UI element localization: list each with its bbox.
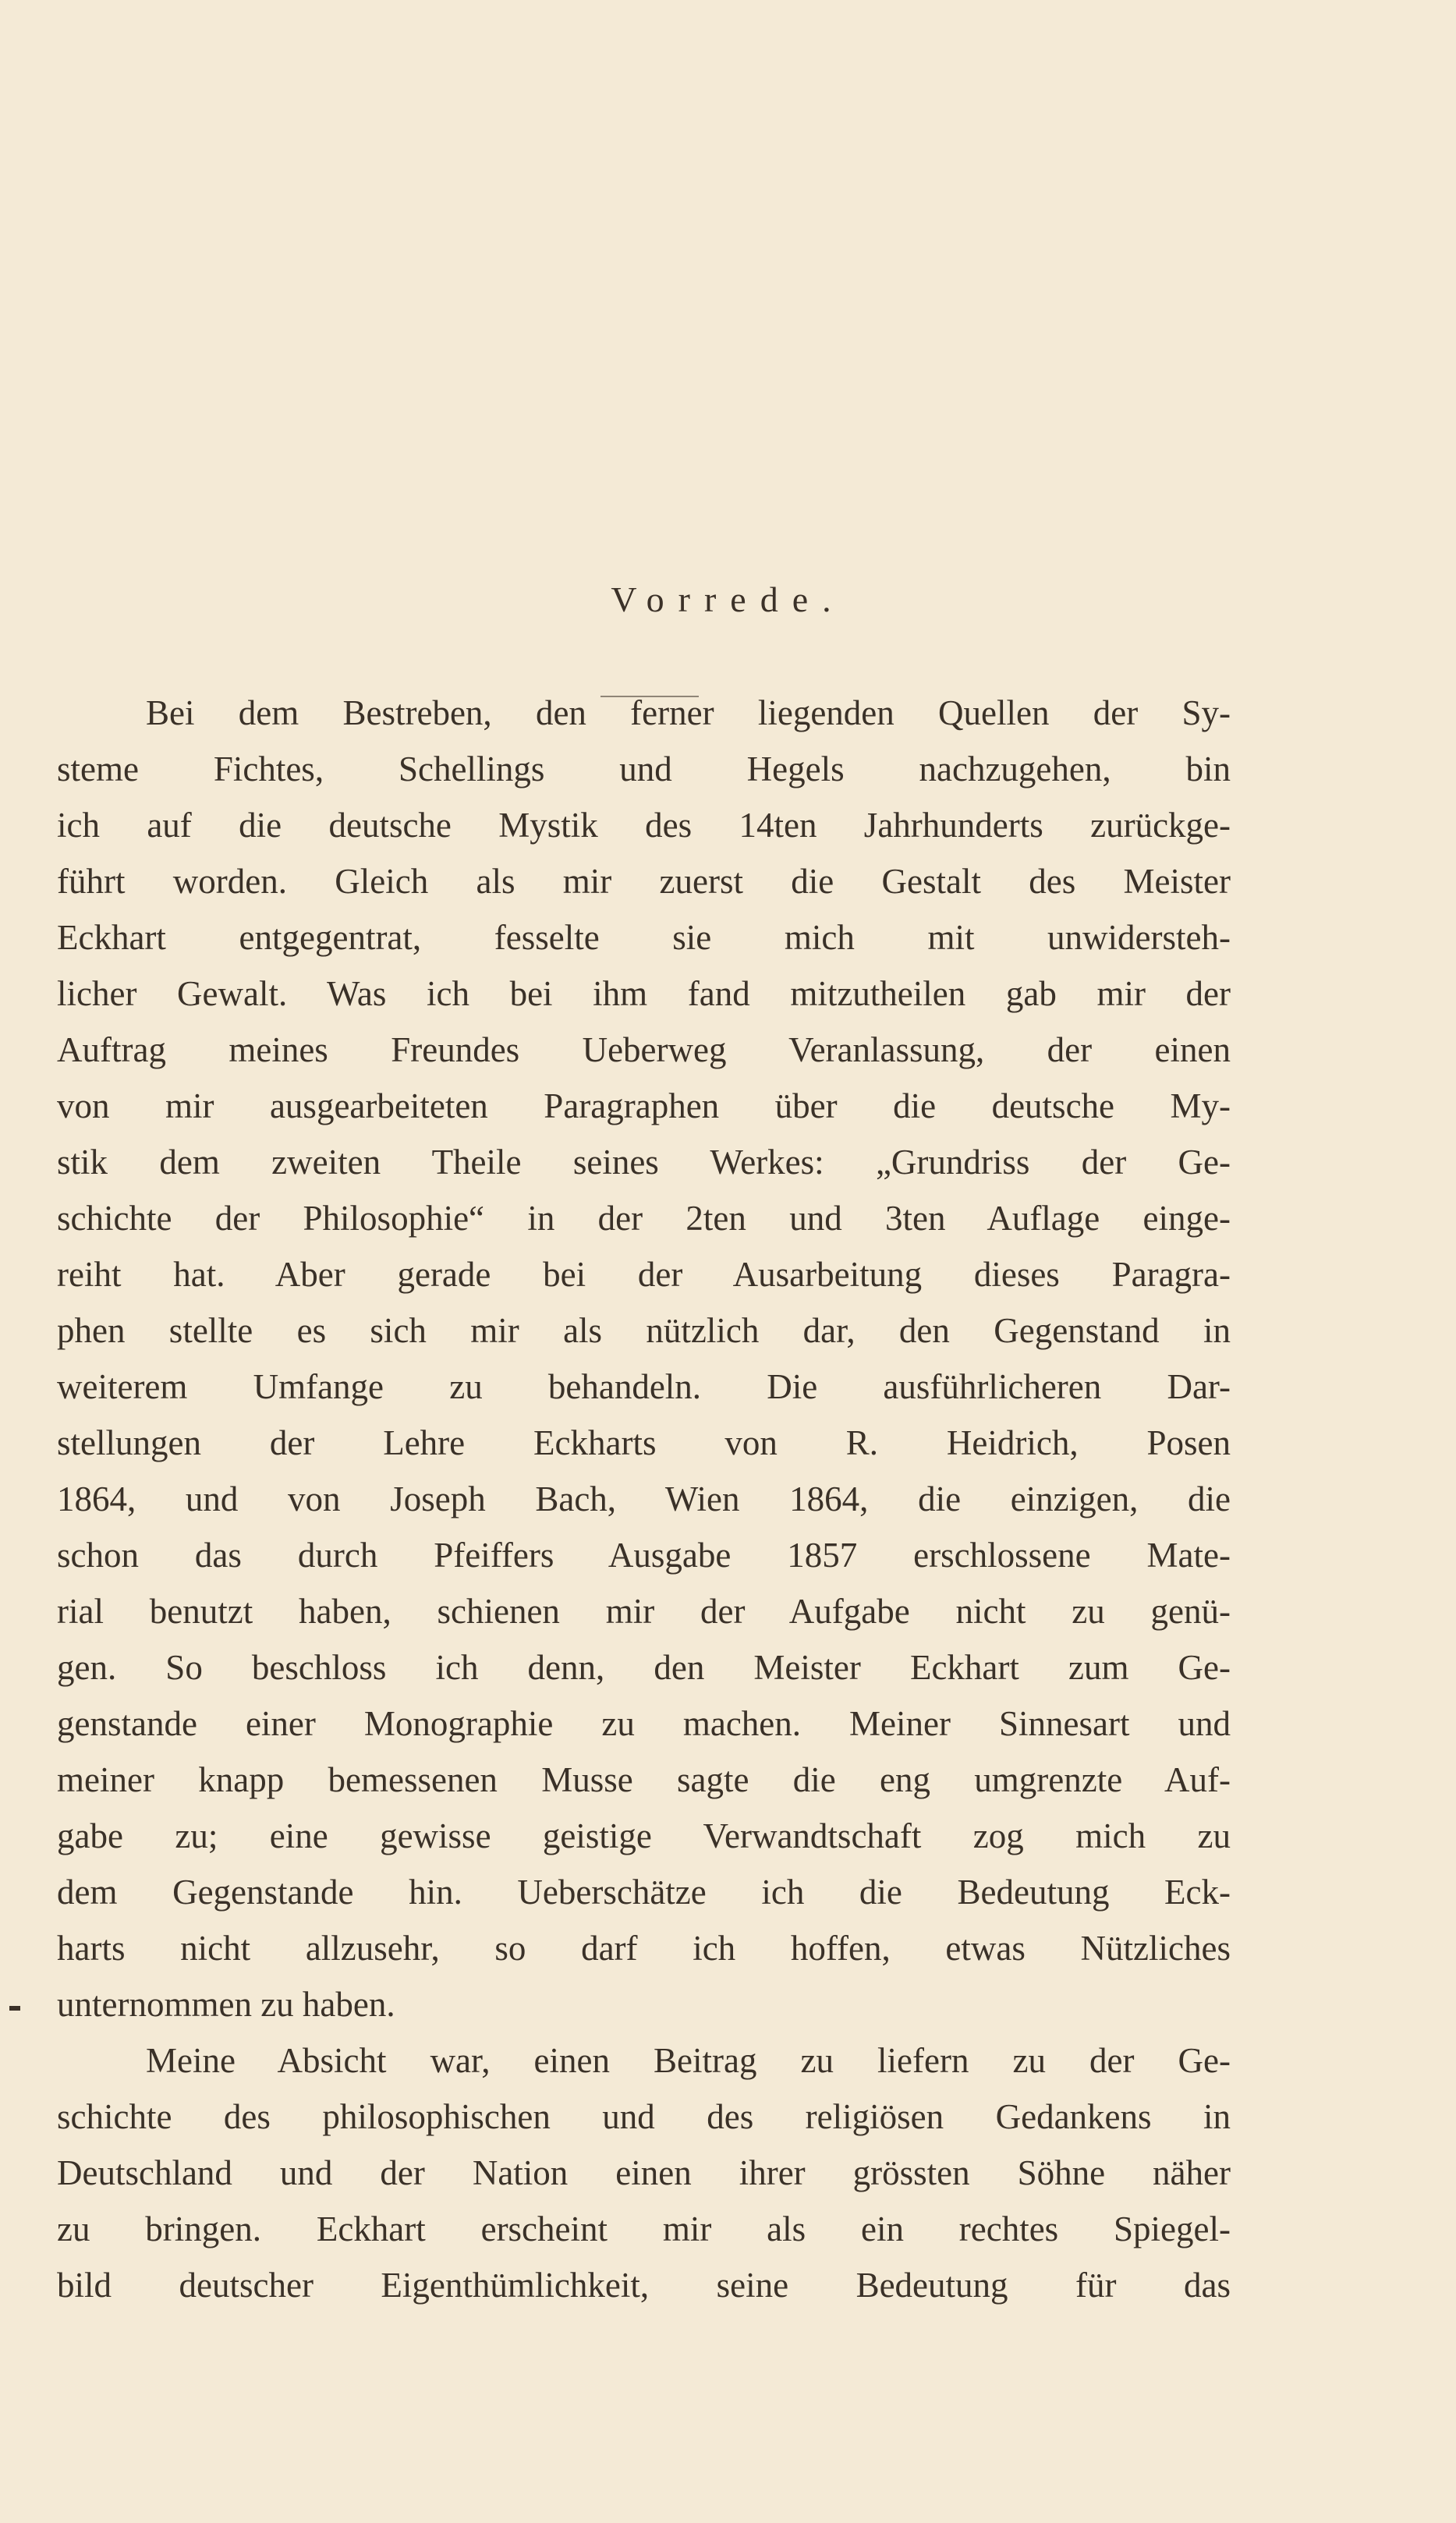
text-line: von mir ausgearbeiteten Paragraphen über die deutsche My- (57, 1086, 1231, 1125)
text-line: stik dem zweiten Theile seines Werkes: „Grundriss der Ge- (57, 1143, 1231, 1182)
text-line: weiterem Umfange zu behandeln. Die ausführlicheren Dar- (57, 1367, 1231, 1406)
text-line: genstande einer Monographie zu machen. Meiner Sinnesart und (57, 1704, 1231, 1743)
text-line: phen stellte es sich mir als nützlich dar, den Gegenstand in (57, 1311, 1231, 1350)
text-line: zu bringen. Eckhart erscheint mir als ein rechtes Spiegel- (57, 2209, 1231, 2248)
text-line: schichte der Philosophie“ in der 2ten und 3ten Auflage einge- (57, 1199, 1231, 1238)
text-line: schichte des philosophischen und des religiösen Gedankens in (57, 2097, 1231, 2136)
margin-mark (9, 2006, 20, 2011)
text-line: harts nicht allzusehr, so darf ich hoffen, etwas Nützliches (57, 1929, 1231, 1968)
text-line: Meine Absicht war, einen Beitrag zu liefern zu der Ge- (146, 2041, 1231, 2080)
text-line: bild deutscher Eigenthümlichkeit, seine Bedeutung für das (57, 2266, 1231, 2305)
text-line: gen. So beschloss ich denn, den Meister Eckhart zum Ge- (57, 1648, 1231, 1687)
text-line: Deutschland und der Nation einen ihrer grössten Söhne näher (57, 2153, 1231, 2192)
text-line: führt worden. Gleich als mir zuerst die Gestalt des Meister (57, 862, 1231, 901)
text-line: Auftrag meines Freundes Ueberweg Veranlassung, der einen (57, 1030, 1231, 1069)
text-line: unternommen zu haben. (57, 1985, 395, 2024)
text-line: meiner knapp bemessenen Musse sagte die eng umgrenzte Auf- (57, 1760, 1231, 1799)
text-line: schon das durch Pfeiffers Ausgabe 1857 erschlossene Mate- (57, 1536, 1231, 1575)
text-line: rial benutzt haben, schienen mir der Aufgabe nicht zu genü- (57, 1592, 1231, 1631)
text-line: ich auf die deutsche Mystik des 14ten Jahrhunderts zurückge- (57, 806, 1231, 845)
text-line: licher Gewalt. Was ich bei ihm fand mitzutheilen gab mir der (57, 974, 1231, 1013)
text-line: Bei dem Bestreben, den ferner liegenden Quellen der Sy- (146, 693, 1231, 732)
page-title: Vorrede. (611, 579, 845, 619)
text-line: Eckhart entgegentrat, fesselte sie mich mit unwidersteh- (57, 918, 1231, 957)
text-line: gabe zu; eine gewisse geistige Verwandtschaft zog mich zu (57, 1816, 1231, 1855)
text-line: steme Fichtes, Schellings und Hegels nachzugehen, bin (57, 749, 1231, 788)
text-line: stellungen der Lehre Eckharts von R. Heidrich, Posen (57, 1423, 1231, 1462)
text-line: dem Gegenstande hin. Ueberschätze ich die Bedeutung Eck- (57, 1873, 1231, 1912)
text-line: 1864, und von Joseph Bach, Wien 1864, die einzigen, die (57, 1479, 1231, 1518)
text-line: reiht hat. Aber gerade bei der Ausarbeitung dieses Paragra- (57, 1255, 1231, 1294)
